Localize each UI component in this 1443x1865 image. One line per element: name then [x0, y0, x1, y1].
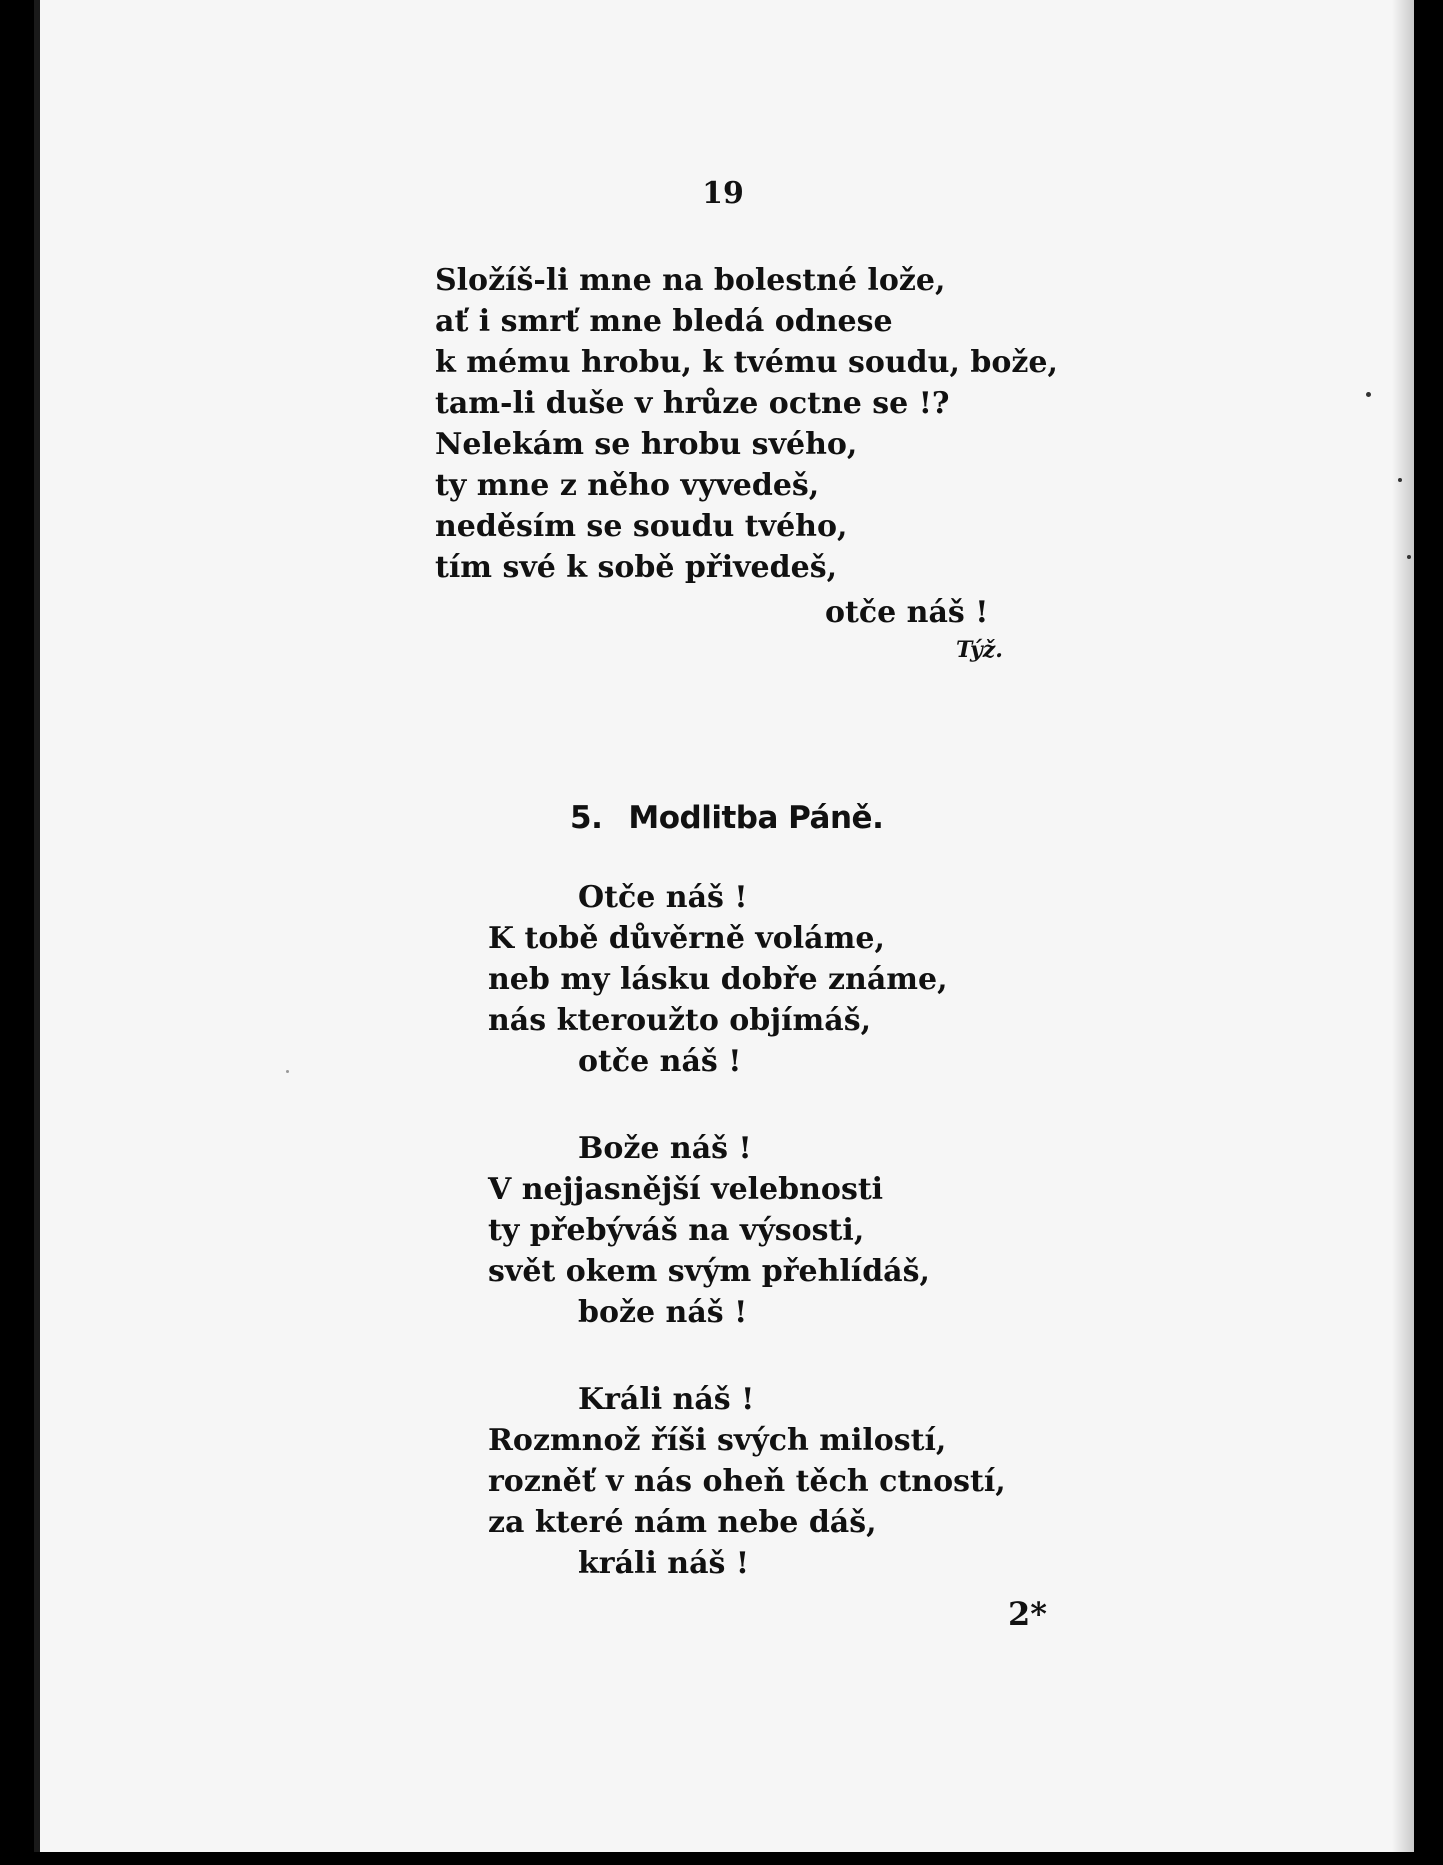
section-number: 5. [570, 800, 603, 836]
section-heading [570, 800, 883, 836]
verse-line: za které nám nebe dáš, [488, 1505, 877, 1540]
stanza-line: tam-li duše v hrůze octne se !? [435, 386, 950, 421]
verse-closing: králi náš ! [578, 1546, 750, 1581]
verse-line: Rozmnož říši svých milostí, [488, 1423, 947, 1458]
scan-speck [1398, 478, 1402, 482]
stanza-closing: otče náš ! [825, 595, 989, 630]
page-edge-shadow [1392, 0, 1414, 1852]
stanza-top [435, 260, 1058, 588]
scan-speck [1366, 392, 1371, 397]
verse-opening: Otče náš ! [578, 880, 748, 915]
verse-block [488, 1379, 1006, 1584]
verse-line: svět okem svým přehlídáš, [488, 1254, 930, 1289]
verse-line: rozněť v nás oheň těch ctností, [488, 1464, 1006, 1499]
verse-line: neb my lásku dobře známe, [488, 962, 948, 997]
stanza-line: neděsím se soudu tvého, [435, 509, 848, 544]
verse-line: K tobě důvěrně voláme, [488, 921, 885, 956]
verse-opening: Králi náš ! [578, 1382, 755, 1417]
stanza-line: Složíš-li mne na bolestné lože, [435, 263, 946, 298]
verse-closing: otče náš ! [578, 1044, 742, 1079]
verse-closing: bože náš ! [578, 1295, 748, 1330]
stanza-line: ty mne z něho vyvedeš, [435, 468, 820, 503]
page-number: 19 [702, 176, 744, 211]
signature-mark: 2* [1008, 1595, 1047, 1633]
verse-opening: Bože náš ! [578, 1131, 752, 1166]
stanza-line: Nelekám se hrobu svého, [435, 427, 858, 462]
verse-block [488, 1128, 930, 1333]
scan-speck [286, 1070, 289, 1073]
stanza-line: ať i smrť mne bledá odnese [435, 304, 893, 339]
stanza-line: k mému hrobu, k tvému soudu, bože, [435, 345, 1058, 380]
verse-line: V nejjasnější velebnosti [488, 1172, 884, 1207]
section-title: Modlitba Páně. [628, 800, 884, 836]
scan-speck [1407, 555, 1411, 559]
stanza-line: tím své k sobě přivedeš, [435, 550, 838, 585]
verse-block [488, 877, 948, 1082]
verse-line: ty přebýváš na výsosti, [488, 1213, 865, 1248]
verse-line: nás kteroužto objímáš, [488, 1003, 872, 1038]
author-attribution: Týž. [956, 637, 1003, 663]
book-page [34, 0, 1414, 1852]
